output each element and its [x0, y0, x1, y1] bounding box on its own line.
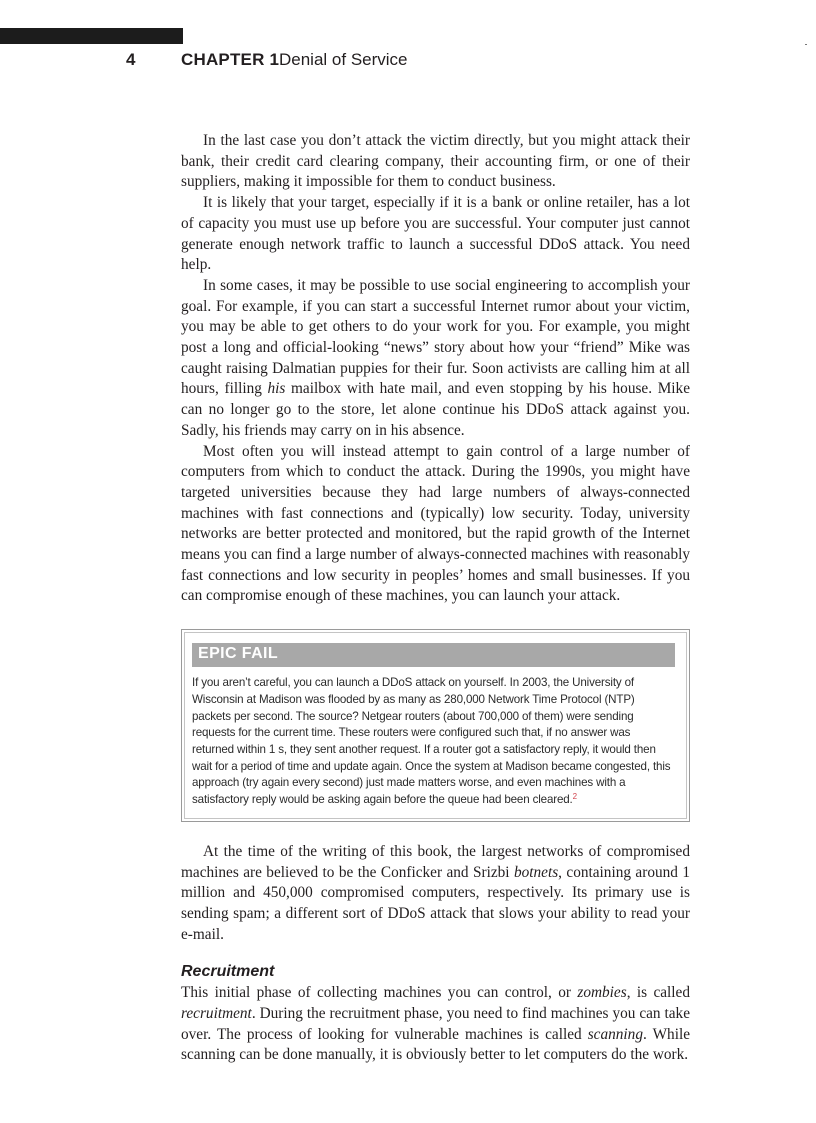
sidebar-title-bar: [192, 643, 675, 667]
paragraph: [181, 276, 690, 442]
sidebar-inner: [184, 632, 687, 819]
paragraph: Most often you will instead attempt to gain control of a large number of computers from which to conduct the attack. During the 1990s, you might have targeted universities because they had large numbers of always-connected machines with fast connections and (typically) low security. Today, university networks are better protected and monitored, but the rapid growth of the Internet means you can find a large number of always-connected machines with reasonably fast connections and low security in peoples’ homes and small businesses. If you can compromise enough of these machines, you can launch your attack.: [181, 442, 690, 605]
paragraph-text: , is called: [626, 984, 690, 1002]
paragraph: It is likely that your target, especially if it is a bank or online retailer, has a lot of capacity you must use up before you are successful. Your computer just cannot generate enough network traffic to launch a successful DDoS attack. You need help.: [181, 194, 690, 274]
paragraph-text: . While scanning can be done manually, it is obviously better to let computers do the work.: [181, 1025, 690, 1064]
paragraph: In the last case you don’t attack the victim directly, but you might attack their bank, their credit card clearing company, their accounting firm, or one of their suppliers, making it impossible for them to conduct business.: [181, 132, 690, 191]
paragraph-text: This initial phase of collecting machines you can control, or: [181, 984, 578, 1002]
sidebar-title: EPIC FAIL: [198, 645, 279, 663]
paragraph-text: At the time of the writing of this book, the largest networks of compromised machines are believed to be the Conficker and Srizbi: [181, 842, 690, 881]
emphasis: zombies: [577, 984, 627, 1002]
section-body: [181, 983, 690, 1066]
emphasis: recruitment: [181, 1005, 252, 1023]
page-edge-mark: [805, 44, 807, 45]
page-content: [181, 131, 690, 1066]
body-text-after: [181, 842, 690, 946]
paragraph: [181, 983, 690, 1066]
emphasis: botnets: [513, 863, 559, 881]
footnote-reference[interactable]: 2: [572, 792, 577, 802]
running-header: [0, 50, 816, 76]
emphasis: his: [267, 380, 286, 398]
paragraph-text: In some cases, it may be possible to use social engineering to accomplish your goal. For example, if you can start a successful Internet rumor about your victim, you may be able to get others to do your work for you. For example, you might post a long and official-looking “news” story about how your “friend” Mike was caught raising Dalmatian puppies for their fur. Soon activists are calling him at all hours, filling: [181, 276, 690, 398]
paragraph: [181, 842, 690, 946]
sidebar-body: If you aren’t careful, you can launch a DDoS attack on yourself. In 2003, the University of Wisconsin at Madison was flooded by as many as 280,000 Network Time Protocol (NTP) packets per second. The source? Netgear routers (about 700,000 of them) were sending requests for the current time. These routers were configured such that, if no answer was returned within 1 s, they sent another request. If a router got a satisfactory reply, it would then wait for a period of time and update again. Once the system at Madison became congested, this approach (try again every second) just made matters worse, and even machines with a satisfactory reply would be asking again before the queue had been cleared.: [192, 676, 671, 807]
paragraph-text: . During the recruitment phase, you need to find machines you can take over. The process of looking for vulnerable machines is called: [181, 1005, 690, 1043]
header-decoration-bar: [0, 28, 183, 44]
emphasis: scanning: [587, 1025, 643, 1043]
section-heading: Recruitment: [181, 963, 275, 981]
page-number: 4: [126, 50, 136, 69]
body-text: [181, 131, 690, 607]
paragraph-text: mailbox with hate mail, and even stopping by his house. Mike can no longer go to the store, let alone continue his DDoS attack against you. Sadly, his friends may carry on in his absence.: [181, 380, 690, 439]
chapter-title: Denial of Service: [279, 50, 408, 69]
sidebar-text: [192, 675, 675, 809]
epic-fail-sidebar: [181, 629, 690, 822]
paragraph-text: , containing around 1 million and 450,000 compromised computers, respectively. Its primary use is sending spam; a different sort of DDoS attack that slows your ability to read your e-mail.: [181, 863, 690, 943]
chapter-label: CHAPTER 1: [181, 50, 280, 69]
